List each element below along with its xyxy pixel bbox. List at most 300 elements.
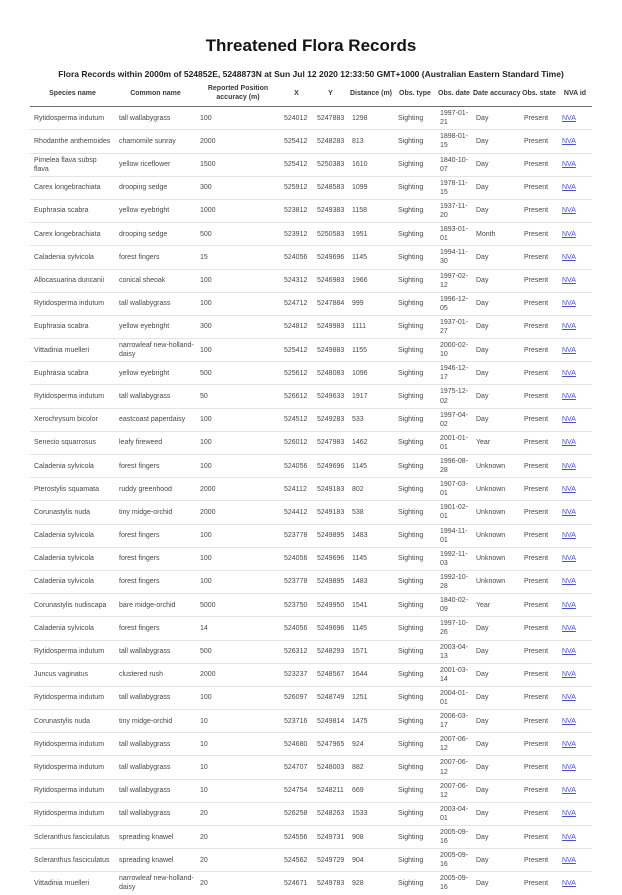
cell-y: 5249950 — [317, 601, 345, 609]
cell-accuracy: 2000 — [200, 671, 216, 679]
cell-species_name: Rytidosperma indutum — [34, 740, 105, 748]
cell-nva_id — [558, 617, 592, 640]
cell-obs_type: Sighting — [398, 207, 424, 215]
cell-obs_date: 2005-09-16 — [440, 875, 469, 892]
cell-accuracy: 1000 — [200, 207, 216, 215]
cell-obs_state: Present — [524, 392, 549, 400]
cell-distance: 1917 — [352, 392, 368, 400]
nva-link[interactable]: NVA — [562, 184, 576, 192]
cell-species_name: Caladenia sylvicola — [34, 462, 94, 470]
cell-obs_date: 2005-09-16 — [440, 829, 469, 846]
table-row — [30, 176, 592, 199]
cell-species_name: Carex longebrachiata — [34, 230, 101, 238]
cell-species_name: Euphrasia scabra — [34, 369, 89, 377]
cell-accuracy: 300 — [200, 184, 212, 192]
cell-obs_type: Sighting — [398, 694, 424, 702]
column-header-nva_id: NVA id — [563, 89, 587, 97]
cell-distance: 1111 — [352, 323, 367, 331]
cell-x: 524680 — [284, 740, 308, 748]
cell-nva_id — [558, 130, 592, 153]
cell-obs_state: Present — [524, 810, 549, 818]
cell-obs_type: Sighting — [398, 416, 424, 424]
column-header-accuracy: Reported Position accuracy (m) — [207, 85, 269, 102]
cell-y: 5249814 — [317, 717, 345, 725]
cell-accuracy: 2000 — [200, 508, 216, 516]
table-row — [30, 107, 592, 130]
column-header-x: X — [294, 89, 299, 97]
cell-obs_type: Sighting — [398, 578, 424, 586]
cell-date_accuracy: Day — [476, 207, 489, 215]
cell-distance: 1096 — [352, 369, 368, 377]
cell-obs_state: Present — [524, 532, 549, 540]
cell-common_name: forest fingers — [119, 462, 160, 470]
cell-nva_id — [558, 199, 592, 222]
nva-link[interactable]: NVA — [562, 416, 576, 424]
cell-common_name: tall wallabygrass — [119, 648, 171, 656]
cell-obs_type: Sighting — [398, 555, 424, 563]
nva-link[interactable]: NVA — [562, 555, 576, 563]
cell-species_name: Scleranthus fasciculatus — [34, 833, 110, 841]
nva-link[interactable]: NVA — [562, 323, 576, 331]
cell-nva_id — [558, 408, 592, 431]
nva-link[interactable]: NVA — [562, 856, 576, 864]
cell-distance: 1099 — [352, 184, 368, 192]
cell-accuracy: 2000 — [200, 485, 216, 493]
cell-species_name: Vittadinia muelleri — [34, 879, 90, 887]
cell-date_accuracy: Day — [476, 114, 489, 122]
table-row — [30, 686, 592, 709]
cell-obs_state: Present — [524, 694, 549, 702]
cell-obs_type: Sighting — [398, 879, 424, 887]
cell-x: 525612 — [284, 369, 308, 377]
column-header-obs_state: Obs. state — [522, 89, 556, 97]
cell-obs_type: Sighting — [398, 833, 424, 841]
cell-y: 5249783 — [317, 879, 345, 887]
table-row — [30, 802, 592, 825]
cell-date_accuracy: Day — [476, 277, 489, 285]
cell-x: 524707 — [284, 763, 308, 771]
table-row — [30, 408, 592, 431]
cell-obs_date: 1898-01-15 — [440, 133, 469, 150]
cell-y: 5248293 — [317, 648, 345, 656]
cell-x: 524562 — [284, 856, 308, 864]
column-header-distance: Distance (m) — [349, 89, 392, 97]
cell-obs_type: Sighting — [398, 856, 424, 864]
cell-date_accuracy: Day — [476, 369, 489, 377]
cell-distance: 1145 — [352, 253, 368, 261]
nva-link[interactable]: NVA — [562, 392, 576, 400]
nva-link[interactable]: NVA — [562, 833, 576, 841]
nva-link[interactable]: NVA — [562, 671, 576, 679]
cell-obs_type: Sighting — [398, 369, 424, 377]
cell-obs_date: 2001-01-01 — [440, 434, 469, 451]
cell-obs_date: 1997-01-21 — [440, 110, 469, 127]
cell-y: 5248263 — [317, 810, 345, 818]
cell-obs_state: Present — [524, 648, 549, 656]
cell-species_name: Rytidosperma indutum — [34, 648, 105, 656]
nva-link[interactable]: NVA — [562, 114, 576, 122]
cell-date_accuracy: Unknown — [476, 462, 506, 470]
cell-obs_type: Sighting — [398, 648, 424, 656]
nva-link[interactable]: NVA — [562, 810, 576, 818]
cell-distance: 928 — [352, 879, 364, 887]
cell-common_name: spreading knawel — [119, 856, 174, 864]
table-row — [30, 501, 592, 524]
nva-link[interactable]: NVA — [562, 624, 576, 632]
cell-distance: 802 — [352, 485, 364, 493]
cell-obs_date: 2001-03-14 — [440, 666, 469, 683]
nva-link[interactable]: NVA — [562, 717, 576, 725]
cell-date_accuracy: Day — [476, 392, 489, 400]
cell-y: 5249696 — [317, 624, 345, 632]
cell-x: 524412 — [284, 508, 308, 516]
cell-obs_state: Present — [524, 856, 549, 864]
cell-common_name: forest fingers — [119, 555, 160, 563]
cell-obs_type: Sighting — [398, 439, 424, 447]
cell-obs_type: Sighting — [398, 763, 424, 771]
cell-common_name: conical sheoak — [119, 277, 166, 285]
nva-link[interactable]: NVA — [562, 648, 576, 656]
cell-distance: 1966 — [352, 277, 368, 285]
cell-date_accuracy: Day — [476, 787, 489, 795]
cell-y: 5249731 — [317, 833, 345, 841]
cell-nva_id — [558, 872, 592, 895]
nva-link[interactable]: NVA — [562, 300, 576, 308]
cell-distance: 1462 — [352, 439, 368, 447]
cell-obs_type: Sighting — [398, 601, 424, 609]
cell-common_name: chamomile sunray — [119, 137, 176, 145]
nva-link[interactable]: NVA — [562, 277, 576, 285]
cell-obs_state: Present — [524, 277, 549, 285]
cell-accuracy: 100 — [200, 114, 212, 122]
cell-x: 523812 — [284, 207, 308, 215]
cell-accuracy: 20 — [200, 856, 208, 864]
cell-obs_type: Sighting — [398, 230, 424, 238]
cell-accuracy: 14 — [200, 624, 208, 632]
cell-obs_state: Present — [524, 763, 549, 771]
cell-date_accuracy: Day — [476, 300, 489, 308]
cell-obs_date: 1997-02-12 — [440, 272, 469, 289]
cell-obs_state: Present — [524, 369, 549, 377]
cell-species_name: Rhodanthe anthemoides — [34, 137, 111, 145]
cell-nva_id — [558, 663, 592, 686]
cell-obs_state: Present — [524, 137, 549, 145]
nva-link[interactable]: NVA — [562, 601, 576, 609]
cell-distance: 1644 — [352, 671, 368, 679]
cell-obs_date: 1997-10-26 — [440, 620, 469, 637]
cell-obs_type: Sighting — [398, 671, 424, 679]
cell-y: 5248567 — [317, 671, 345, 679]
cell-obs_state: Present — [524, 462, 549, 470]
cell-obs_type: Sighting — [398, 323, 424, 331]
cell-accuracy: 100 — [200, 555, 212, 563]
cell-common_name: forest fingers — [119, 624, 160, 632]
cell-obs_date: 1994-11-30 — [440, 249, 468, 266]
cell-common_name: clustered rush — [119, 671, 163, 679]
cell-date_accuracy: Year — [476, 439, 491, 447]
nva-link[interactable]: NVA — [562, 369, 576, 377]
cell-date_accuracy: Day — [476, 323, 489, 331]
nva-link[interactable]: NVA — [562, 532, 576, 540]
nva-link[interactable]: NVA — [562, 578, 576, 586]
cell-date_accuracy: Day — [476, 253, 489, 261]
cell-common_name: narrowleaf new-holland-daisy — [119, 875, 194, 892]
nva-link[interactable]: NVA — [562, 879, 576, 887]
cell-obs_type: Sighting — [398, 137, 424, 145]
cell-distance: 1251 — [352, 694, 368, 702]
cell-date_accuracy: Day — [476, 856, 489, 864]
cell-species_name: Allocasuarina duncanii — [34, 277, 105, 285]
cell-y: 5249633 — [317, 392, 345, 400]
table-row — [30, 826, 592, 849]
nva-link[interactable]: NVA — [562, 161, 576, 169]
cell-obs_state: Present — [524, 508, 549, 516]
cell-accuracy: 20 — [200, 833, 208, 841]
cell-y: 5249895 — [317, 532, 345, 540]
cell-obs_type: Sighting — [398, 717, 424, 725]
cell-accuracy: 500 — [200, 230, 212, 238]
cell-obs_state: Present — [524, 300, 549, 308]
cell-common_name: tall wallabygrass — [119, 787, 171, 795]
table-row — [30, 756, 592, 779]
cell-common_name: eastcoast paperdaisy — [119, 416, 186, 424]
nva-link[interactable]: NVA — [562, 694, 576, 702]
cell-species_name: Caladenia sylvicola — [34, 624, 94, 632]
cell-obs_date: 2003-04-13 — [440, 643, 469, 660]
cell-common_name: yellow riceflower — [119, 161, 171, 169]
cell-distance: 813 — [352, 137, 364, 145]
cell-obs_date: 1946-12-17 — [440, 365, 469, 382]
cell-obs_state: Present — [524, 555, 549, 563]
cell-date_accuracy: Day — [476, 810, 489, 818]
cell-common_name: tiny midge-orchid — [119, 717, 173, 725]
cell-obs_date: 1840-02-09 — [440, 597, 469, 614]
cell-obs_state: Present — [524, 833, 549, 841]
cell-nva_id — [558, 756, 592, 779]
cell-obs_state: Present — [524, 114, 549, 122]
column-header-date_accuracy: Date accuracy — [473, 89, 521, 97]
cell-accuracy: 100 — [200, 416, 212, 424]
table-row — [30, 640, 592, 663]
cell-accuracy: 100 — [200, 578, 212, 586]
cell-species_name: Rytidosperma indutum — [34, 694, 105, 702]
table-row — [30, 733, 592, 756]
nva-link[interactable]: NVA — [562, 462, 576, 470]
cell-distance: 1155 — [352, 346, 368, 354]
cell-x: 524056 — [284, 462, 308, 470]
cell-date_accuracy: Day — [476, 624, 489, 632]
cell-species_name: Juncus vaginatus — [34, 671, 89, 679]
cell-accuracy: 5000 — [200, 601, 216, 609]
cell-obs_type: Sighting — [398, 346, 424, 354]
cell-distance: 924 — [352, 740, 364, 748]
cell-species_name: Caladenia sylvicola — [34, 578, 94, 586]
cell-obs_date: 1994-11-01 — [440, 527, 468, 544]
table-row — [30, 153, 592, 176]
table-header — [30, 82, 592, 107]
cell-x: 524712 — [284, 300, 308, 308]
cell-obs_date: 1907-03-01 — [440, 481, 469, 498]
cell-species_name: Rytidosperma indutum — [34, 114, 105, 122]
cell-date_accuracy: Day — [476, 184, 489, 192]
cell-species_name: Rytidosperma indutum — [34, 763, 105, 771]
cell-common_name: drooping sedge — [119, 184, 168, 192]
cell-species_name: Senecio squarrosus — [34, 439, 96, 447]
cell-accuracy: 50 — [200, 392, 208, 400]
cell-x: 525412 — [284, 161, 308, 169]
column-header-species_name: Species name — [49, 89, 96, 97]
cell-obs_date: 1996-12-05 — [440, 295, 469, 312]
cell-distance: 1533 — [352, 810, 368, 818]
cell-y: 5248749 — [317, 694, 345, 702]
cell-date_accuracy: Unknown — [476, 508, 506, 516]
cell-distance: 904 — [352, 856, 364, 864]
nva-link[interactable]: NVA — [562, 253, 576, 261]
cell-y: 5250383 — [317, 161, 345, 169]
column-header-obs_type: Obs. type — [399, 89, 431, 97]
nva-link[interactable]: NVA — [562, 763, 576, 771]
cell-common_name: tall wallabygrass — [119, 114, 171, 122]
cell-accuracy: 500 — [200, 648, 212, 656]
table-row — [30, 292, 592, 315]
cell-common_name: drooping sedge — [119, 230, 168, 238]
cell-x: 524112 — [284, 485, 307, 493]
cell-accuracy: 20 — [200, 879, 208, 887]
cell-species_name: Carex longebrachiata — [34, 184, 101, 192]
cell-common_name: bare midge-orchid — [119, 601, 176, 609]
cell-x: 525412 — [284, 346, 308, 354]
cell-y: 5248211 — [317, 787, 344, 795]
cell-obs_date: 1996-08-28 — [440, 458, 469, 475]
nva-link[interactable]: NVA — [562, 740, 576, 748]
cell-date_accuracy: Unknown — [476, 555, 506, 563]
cell-species_name: Scleranthus fasciculatus — [34, 856, 110, 864]
cell-accuracy: 300 — [200, 323, 212, 331]
cell-x: 524556 — [284, 833, 308, 841]
cell-obs_date: 1901-02-01 — [440, 504, 469, 521]
cell-nva_id — [558, 246, 592, 269]
cell-distance: 669 — [352, 787, 364, 795]
cell-obs_type: Sighting — [398, 508, 424, 516]
cell-y: 5247965 — [317, 740, 345, 748]
cell-nva_id — [558, 501, 592, 524]
page-title: Threatened Flora Records — [205, 36, 417, 55]
cell-common_name: forest fingers — [119, 532, 160, 540]
cell-y: 5249983 — [317, 323, 345, 331]
nva-link[interactable]: NVA — [562, 787, 576, 795]
cell-species_name: Rytidosperma indutum — [34, 810, 105, 818]
nva-link[interactable]: NVA — [562, 485, 576, 493]
table-row — [30, 130, 592, 153]
cell-nva_id — [558, 826, 592, 849]
cell-obs_state: Present — [524, 485, 549, 493]
cell-y: 5247884 — [317, 300, 345, 308]
cell-species_name: Pimelea flava subsp flava — [34, 156, 97, 173]
cell-y: 5248083 — [317, 369, 345, 377]
cell-common_name: tiny midge-orchid — [119, 508, 173, 516]
cell-obs_date: 1937-01-27 — [440, 318, 469, 335]
cell-x: 524312 — [284, 277, 308, 285]
cell-distance: 533 — [352, 416, 364, 424]
cell-nva_id — [558, 362, 592, 385]
cell-x: 524671 — [284, 879, 308, 887]
cell-y: 5249895 — [317, 578, 345, 586]
cell-species_name: Vittadinia muelleri — [34, 346, 90, 354]
cell-accuracy: 10 — [200, 740, 208, 748]
cell-nva_id — [558, 710, 592, 733]
cell-common_name: tall wallabygrass — [119, 694, 171, 702]
cell-obs_date: 2005-09-16 — [440, 852, 469, 869]
cell-distance: 1541 — [352, 601, 368, 609]
cell-obs_state: Present — [524, 346, 549, 354]
nva-link[interactable]: NVA — [562, 508, 576, 516]
cell-obs_type: Sighting — [398, 624, 424, 632]
cell-nva_id — [558, 802, 592, 825]
table-row — [30, 385, 592, 408]
nva-link[interactable]: NVA — [562, 230, 576, 238]
cell-date_accuracy: Day — [476, 694, 489, 702]
table-row — [30, 269, 592, 292]
cell-obs_type: Sighting — [398, 532, 424, 540]
cell-obs_state: Present — [524, 578, 549, 586]
cell-y: 5250583 — [317, 230, 345, 238]
table-row — [30, 199, 592, 222]
cell-common_name: leafy fireweed — [119, 439, 163, 447]
cell-common_name: narrowleaf new-holland-daisy — [119, 342, 194, 359]
cell-x: 526612 — [284, 392, 308, 400]
cell-y: 5249383 — [317, 207, 345, 215]
cell-species_name: Rytidosperma indutum — [34, 300, 105, 308]
nva-link[interactable]: NVA — [562, 439, 576, 447]
cell-accuracy: 100 — [200, 532, 212, 540]
nva-link[interactable]: NVA — [562, 346, 576, 354]
cell-nva_id — [558, 686, 592, 709]
nva-link[interactable]: NVA — [562, 207, 576, 215]
cell-species_name: Pterostylis squamata — [34, 485, 99, 493]
cell-distance: 1483 — [352, 532, 368, 540]
cell-distance: 1158 — [352, 207, 368, 215]
cell-accuracy: 10 — [200, 787, 208, 795]
cell-distance: 538 — [352, 508, 364, 516]
cell-obs_type: Sighting — [398, 253, 424, 261]
cell-distance: 1145 — [352, 555, 368, 563]
cell-x: 524056 — [284, 253, 308, 261]
cell-date_accuracy: Day — [476, 879, 489, 887]
cell-date_accuracy: Unknown — [476, 578, 506, 586]
cell-nva_id — [558, 640, 592, 663]
cell-obs_type: Sighting — [398, 161, 424, 169]
cell-nva_id — [558, 385, 592, 408]
cell-distance: 882 — [352, 763, 364, 771]
cell-species_name: Corunastylis nudiscapa — [34, 601, 107, 609]
cell-obs_type: Sighting — [398, 740, 424, 748]
cell-obs_date: 1997-04-02 — [440, 411, 469, 428]
cell-y: 5248003 — [317, 763, 345, 771]
cell-y: 5249729 — [317, 856, 345, 864]
cell-obs_state: Present — [524, 253, 549, 261]
nva-link[interactable]: NVA — [562, 137, 576, 145]
cell-y: 5249183 — [317, 508, 345, 516]
cell-common_name: tall wallabygrass — [119, 300, 171, 308]
cell-accuracy: 10 — [200, 763, 208, 771]
cell-species_name: Caladenia sylvicola — [34, 555, 94, 563]
cell-accuracy: 10 — [200, 717, 208, 725]
cell-x: 524012 — [284, 114, 308, 122]
cell-nva_id — [558, 779, 592, 802]
cell-x: 526097 — [284, 694, 308, 702]
table-row — [30, 455, 592, 478]
cell-x: 524056 — [284, 555, 308, 563]
